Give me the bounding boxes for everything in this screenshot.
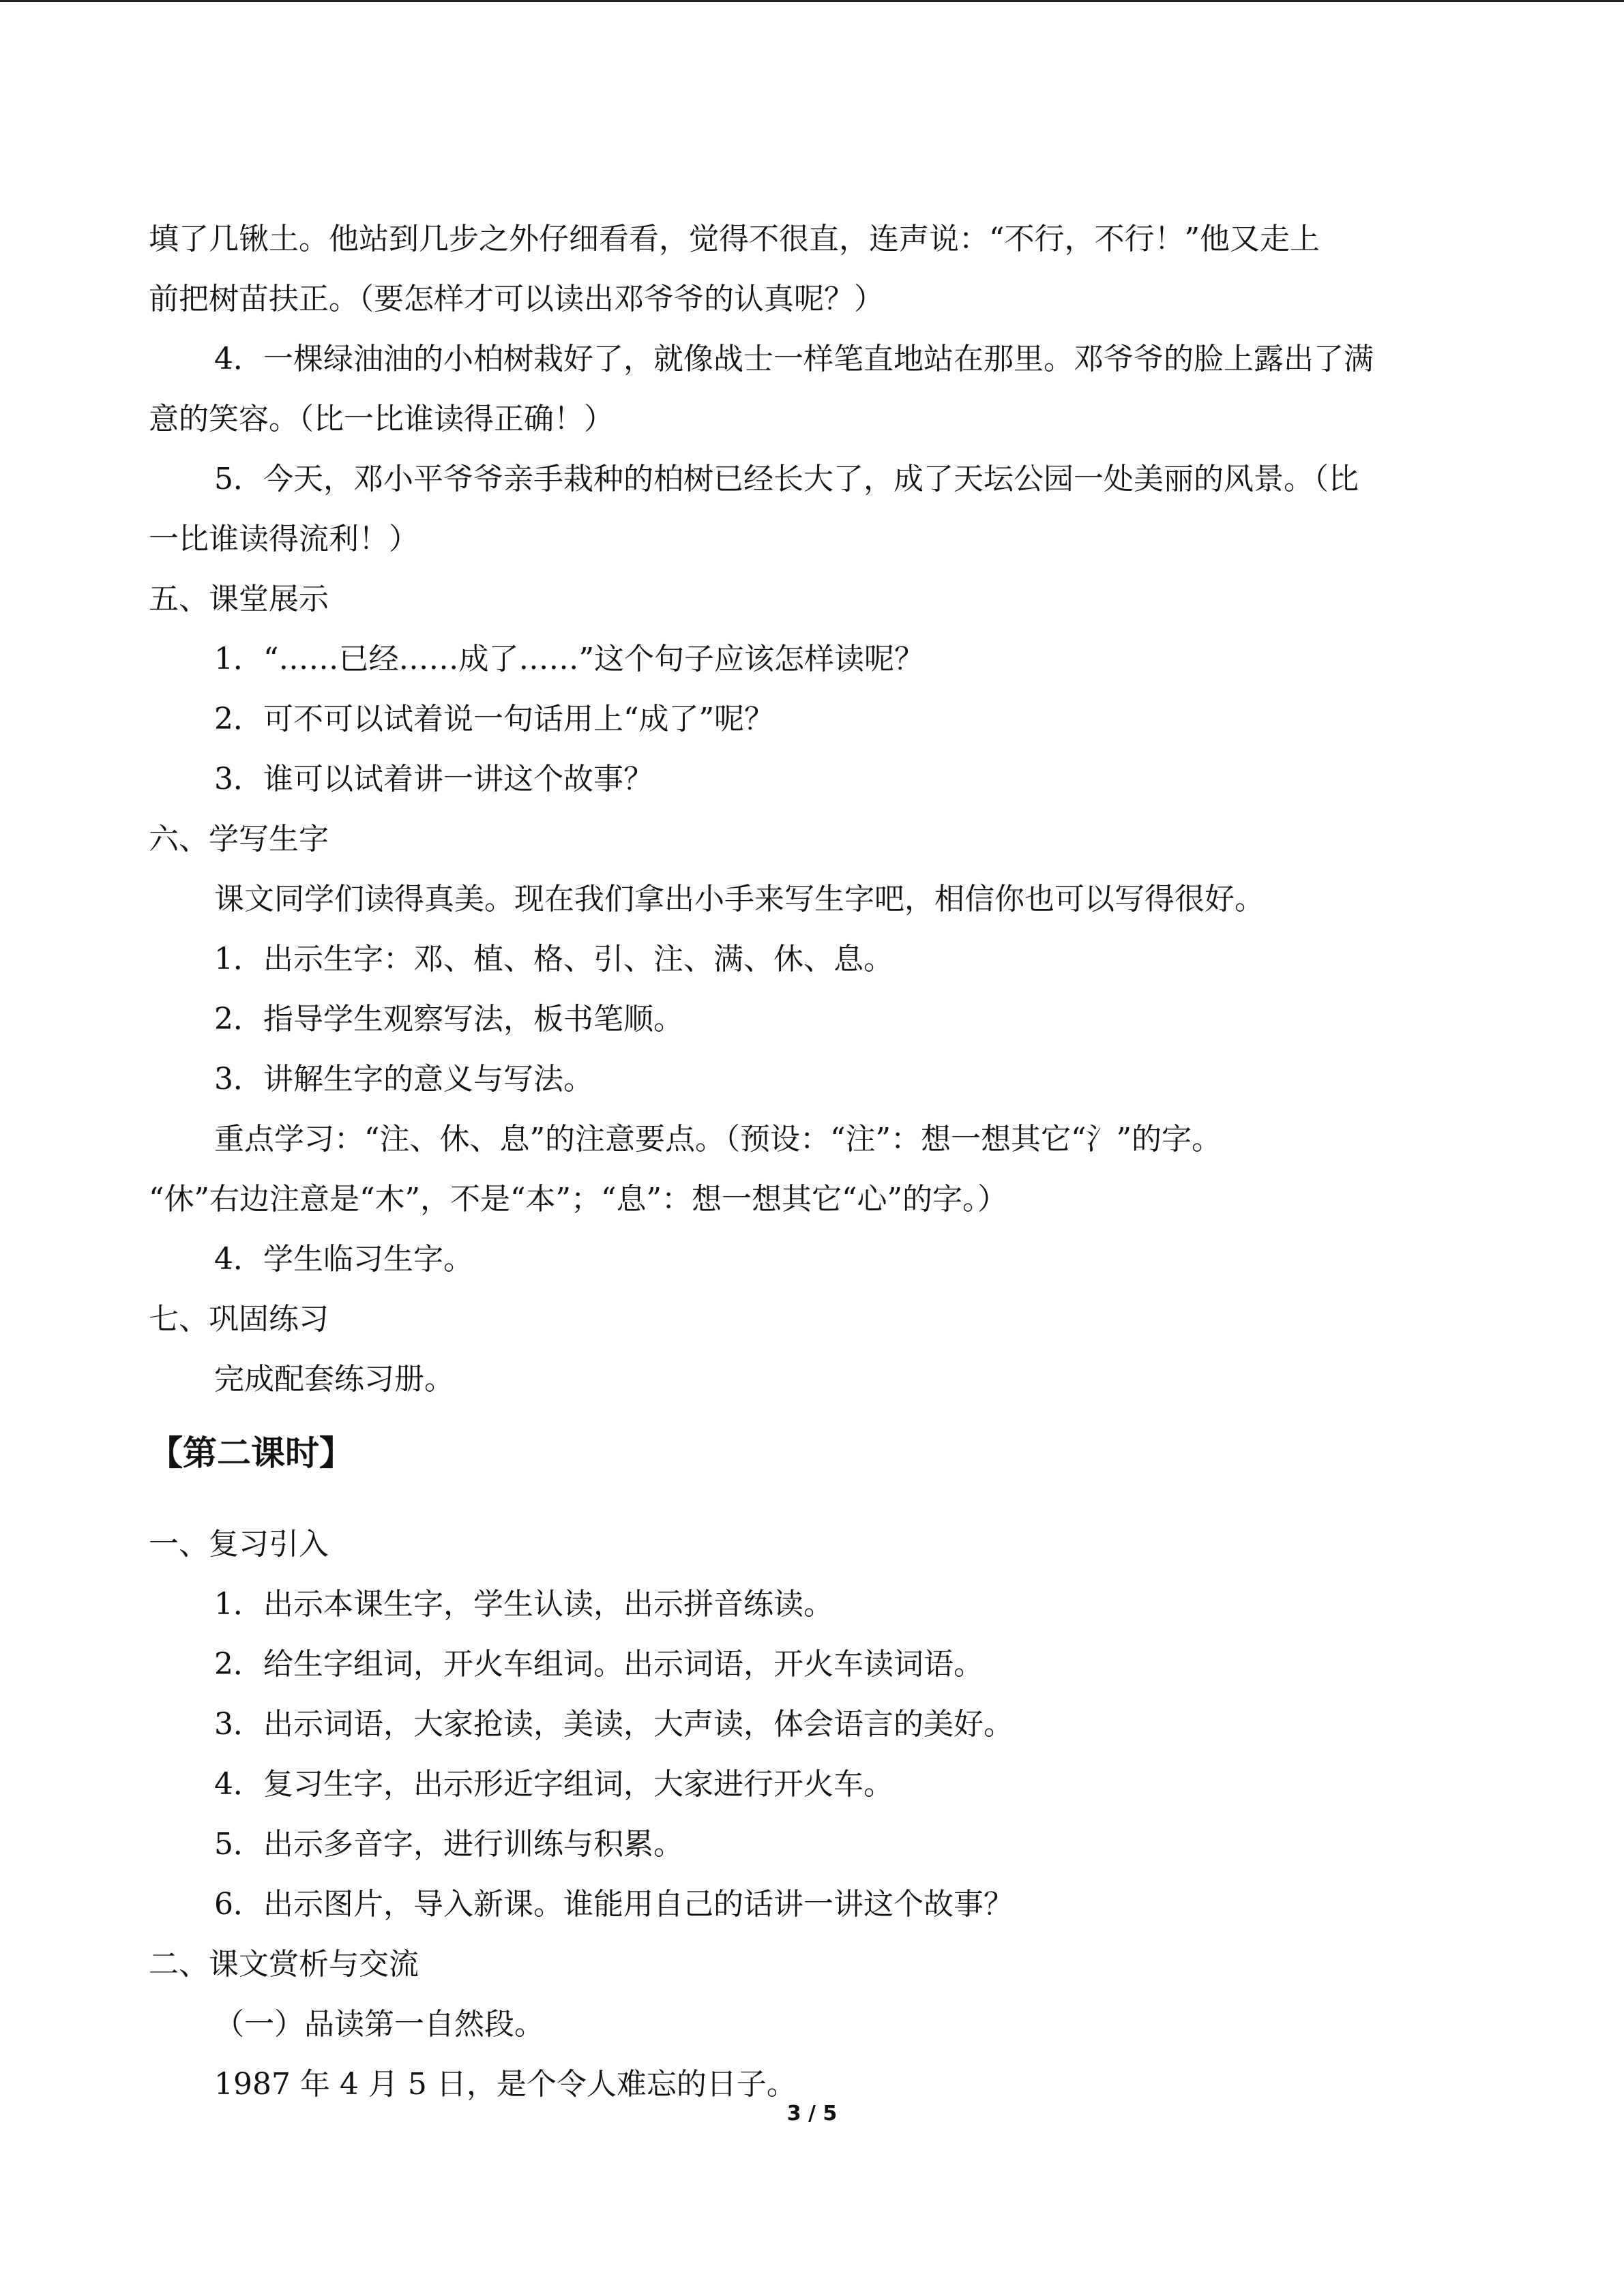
list-item: 1．出示本课生字，学生认读，出示拼音练读。 — [214, 1587, 833, 1622]
paragraph-line: 4．一棵绿油油的小柏树栽好了，就像战士一样笔直地站在那里。邓爷爷的脸上露出了满 — [214, 342, 1374, 376]
lesson-title: 【第二课时】 — [149, 1433, 353, 1473]
section-heading: 五、课堂展示 — [149, 582, 329, 616]
list-item: 4．学生临习生字。 — [214, 1242, 473, 1277]
paragraph-line: 完成配套练习册。 — [214, 1362, 454, 1397]
list-item: 3．谁可以试着讲一讲这个故事？ — [214, 762, 653, 796]
paragraph-line: 填了几锹土。他站到几步之外仔细看看，觉得不很直，连声说：“不行，不行！”他又走上 — [149, 222, 1320, 256]
page-top-border — [0, 0, 1624, 2]
paragraph-line: “休”右边注意是“木”，不是“本”；“息”：想一想其它“心”的字。） — [149, 1182, 1007, 1217]
list-item: 5．出示多音字，进行训练与积累。 — [214, 1827, 683, 1862]
section-heading: 二、课文赏析与交流 — [149, 1947, 419, 1982]
section-heading: 一、复习引入 — [149, 1527, 329, 1562]
list-item: 6．出示图片，导入新课。谁能用自己的话讲一讲这个故事？ — [214, 1887, 1014, 1922]
document-body — [149, 209, 1486, 2115]
paragraph-line: 课文同学们读得真美。现在我们拿出小手来写生字吧，相信你也可以写得很好。 — [214, 882, 1265, 916]
list-item: 2．可不可以试着说一句话用上“成了”呢？ — [214, 702, 774, 736]
section-heading: 七、巩固练习 — [149, 1302, 329, 1337]
list-item: 1．出示生字：邓、植、格、引、注、满、休、息。 — [214, 942, 894, 976]
paragraph-line: 重点学习：“注、休、息”的注意要点。（预设：“注”：想一想其它“氵”的字。 — [214, 1122, 1222, 1157]
subsection-heading: （一）品读第一自然段。 — [214, 2007, 544, 2042]
list-item: 2．指导学生观察写法，板书笔顺。 — [214, 1002, 683, 1037]
page-number: 3 / 5 — [786, 2102, 838, 2126]
list-item: 2．给生字组词，开火车组词。出示词语，开火车读词语。 — [214, 1647, 984, 1682]
list-item: 4．复习生字，出示形近字组词，大家进行开火车。 — [214, 1767, 894, 1802]
list-item: 1．“……已经……成了……”这个句子应该怎样读呢？ — [214, 642, 924, 676]
paragraph-line: 意的笑容。（比一比谁读得正确！） — [149, 402, 614, 436]
paragraph-line: 前把树苗扶正。（要怎样才可以读出邓爷爷的认真呢？） — [149, 282, 884, 316]
paragraph-line: 一比谁读得流利！） — [149, 522, 419, 556]
paragraph-line: 5．今天，邓小平爷爷亲手栽种的柏树已经长大了，成了天坛公园一处美丽的风景。（比 — [214, 462, 1359, 496]
list-item: 3．讲解生字的意义与写法。 — [214, 1062, 593, 1097]
paragraph-line: 1987 年 4 月 5 日，是个令人难忘的日子。 — [214, 2067, 797, 2102]
section-heading: 六、学写生字 — [149, 822, 329, 856]
list-item: 3．出示词语，大家抢读，美读，大声读，体会语言的美好。 — [214, 1707, 1014, 1742]
